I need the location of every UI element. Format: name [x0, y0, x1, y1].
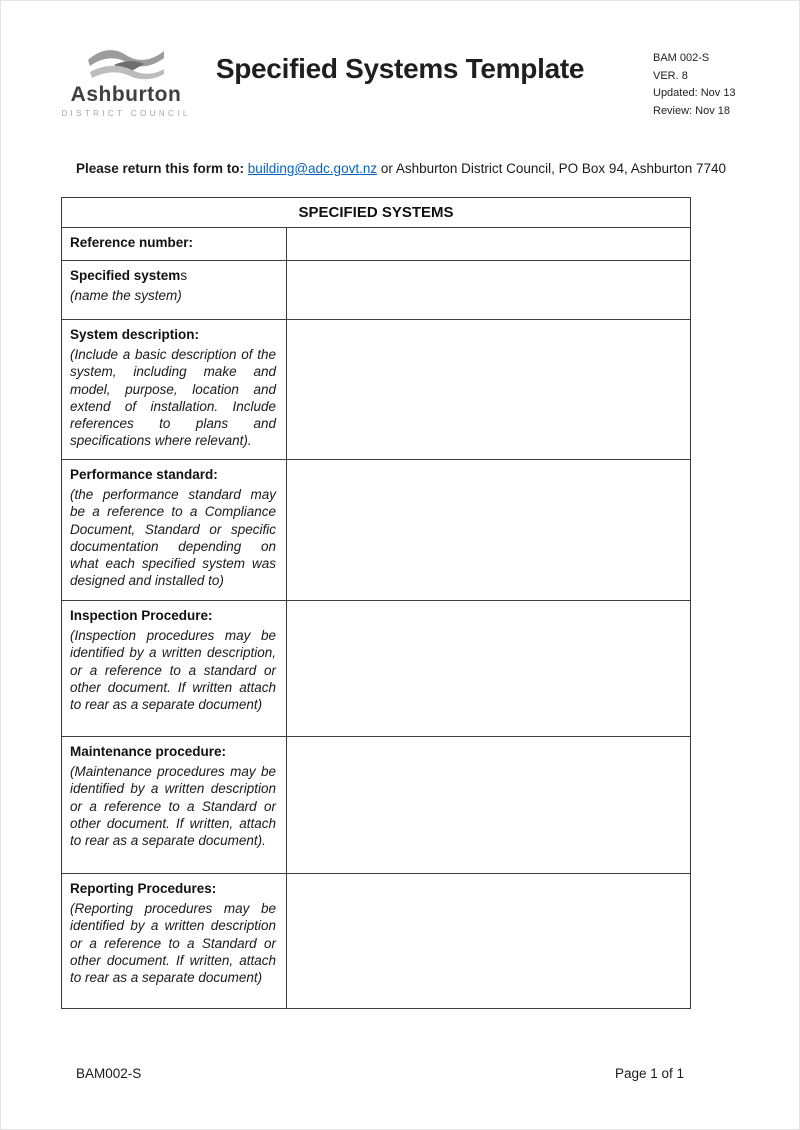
row-label: System description:: [70, 327, 200, 342]
row-label-cell: [62, 874, 287, 1008]
row-note: (Reporting procedures may be identified by a written description or a reference to a Standard or other document. If written, attach to rear as a separate document): [70, 901, 276, 986]
return-instruction: [76, 161, 726, 176]
table-row-performance-standard: [62, 460, 690, 601]
return-instruction-address: or Ashburton District Council, PO Box 94, Ashburton 7740: [377, 161, 727, 176]
email-link[interactable]: building@adc.govt.nz: [247, 161, 378, 176]
row-label-cell: [62, 261, 287, 319]
row-value-cell: [287, 228, 690, 260]
table-row-reference-number: [62, 228, 690, 261]
return-instruction-label: Please return this form to:: [76, 161, 248, 176]
doc-version: VER. 8: [653, 69, 688, 82]
logo-subtitle: DISTRICT COUNCIL: [61, 109, 191, 118]
footer-doc-code: BAM002-S: [76, 1066, 142, 1081]
row-value-cell: [287, 320, 690, 459]
row-label: Reference number:: [70, 235, 194, 250]
row-label: Inspection Procedure:: [70, 608, 213, 623]
row-label-suffix: s: [180, 268, 188, 283]
row-label-cell: [62, 460, 287, 600]
row-note: (name the system): [70, 288, 182, 303]
row-value-cell: [287, 460, 690, 600]
row-value-cell: [287, 737, 690, 873]
doc-code: BAM 002-S: [653, 52, 710, 64]
table-row-inspection-procedure: [62, 601, 690, 737]
document-header: [1, 1, 799, 151]
row-value-cell: [287, 261, 690, 319]
row-value-cell: [287, 874, 690, 1008]
table-row-reporting-procedures: [62, 874, 690, 1008]
table-row-specified-systems: [62, 261, 690, 320]
table-row-maintenance-procedure: [62, 737, 690, 874]
row-label-cell: [62, 601, 287, 736]
specified-systems-table: [61, 197, 691, 1009]
row-label-cell: [62, 320, 287, 459]
table-row-system-description: [62, 320, 690, 460]
page-title: Specified Systems Template: [215, 53, 585, 84]
row-note: (Inspection procedures may be identified by a written description, or a reference to a standard or other document. If written attach to rear as a separate document): [70, 628, 276, 713]
doc-updated: Updated: Nov 13: [653, 87, 736, 100]
doc-review: Review: Nov 18: [653, 104, 731, 117]
row-note: (the performance standard may be a reference to a Compliance Document, Standard or specific documentation depending on what each specified system was designed and installed to): [70, 487, 276, 589]
footer-page-number: Page 1 of 1: [614, 1066, 684, 1081]
row-label: Maintenance procedure:: [70, 744, 227, 759]
row-label-cell: [62, 737, 287, 873]
row-label: Performance standard:: [70, 467, 218, 482]
row-note: (Maintenance procedures may be identified by a written description or a reference to a Standard or other document. If written, attach to rear as a separate document).: [70, 764, 276, 849]
row-label: Specified system: [70, 268, 181, 283]
row-note: (Include a basic description of the system, including make and model, purpose, location and extend of installation. Include references to plans and specifications where relevant).: [70, 347, 276, 449]
logo-name: Ashburton: [70, 83, 182, 106]
version-info: [653, 50, 736, 120]
row-value-cell: [287, 601, 690, 736]
table-title: SPECIFIED SYSTEMS: [62, 198, 690, 228]
row-label: Reporting Procedures:: [70, 881, 217, 896]
row-label-cell: [62, 228, 287, 260]
